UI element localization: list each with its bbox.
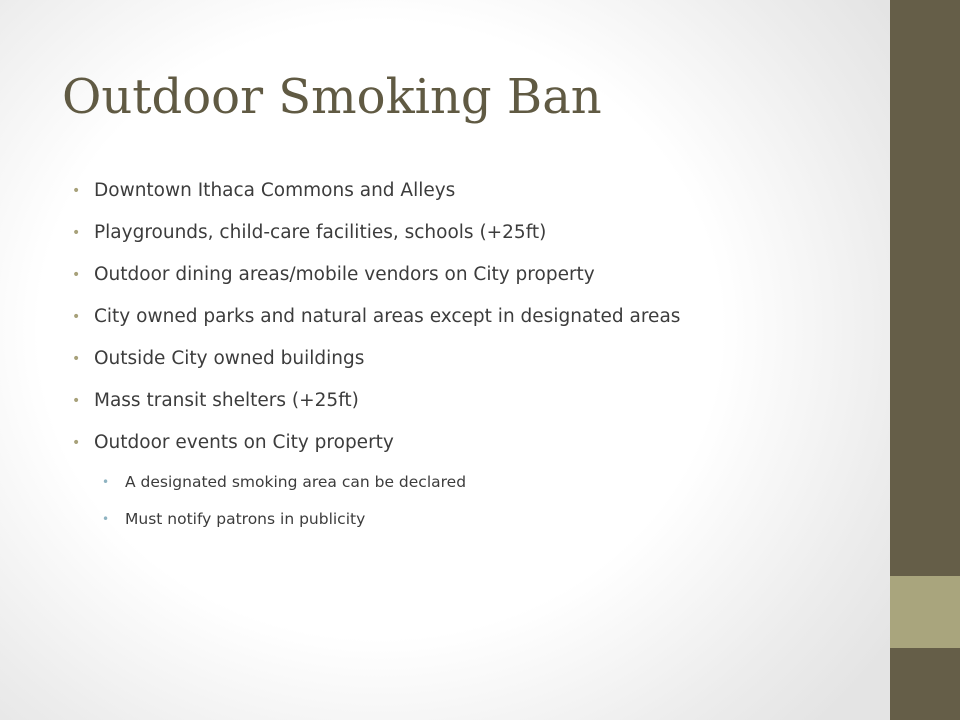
bullet-item: [72, 425, 872, 467]
sub-bullet-text: Must notify patrons in publicity: [125, 510, 366, 528]
sub-bullet-item: [72, 467, 872, 504]
bullet-text: Mass transit shelters (+25ft): [94, 390, 359, 411]
bullet-list: [72, 173, 872, 541]
bullet-text: Downtown Ithaca Commons and Alleys: [94, 180, 456, 201]
bullet-item: [72, 173, 872, 215]
bullet-marker-icon: •: [72, 225, 81, 241]
bullet-text: Outdoor dining areas/mobile vendors on City property: [94, 264, 595, 285]
bullet-marker-icon: •: [72, 267, 81, 283]
bullet-text: Outdoor events on City property: [94, 432, 394, 453]
sub-bullet-text: A designated smoking area can be declared: [125, 473, 467, 491]
bullet-item: [72, 215, 872, 257]
bullet-item: [72, 257, 872, 299]
bullet-text: Outside City owned buildings: [94, 348, 365, 369]
bullet-marker-icon: •: [72, 435, 81, 451]
side-bar-accent-block: [890, 576, 960, 648]
sub-bullet-item: [72, 504, 872, 541]
bullet-marker-icon: •: [72, 183, 81, 199]
sub-bullet-marker-icon: •: [102, 512, 110, 526]
sub-bullet-marker-icon: •: [102, 475, 110, 489]
bullet-text: City owned parks and natural areas except in designated areas: [94, 306, 681, 327]
bullet-item: [72, 341, 872, 383]
slide-title: Outdoor Smoking Ban: [62, 69, 602, 125]
bullet-marker-icon: •: [72, 351, 81, 367]
bullet-text: Playgrounds, child-care facilities, schools (+25ft): [94, 222, 547, 243]
bullet-item: [72, 299, 872, 341]
bullet-marker-icon: •: [72, 309, 81, 325]
bullet-marker-icon: •: [72, 393, 81, 409]
bullet-item: [72, 383, 872, 425]
